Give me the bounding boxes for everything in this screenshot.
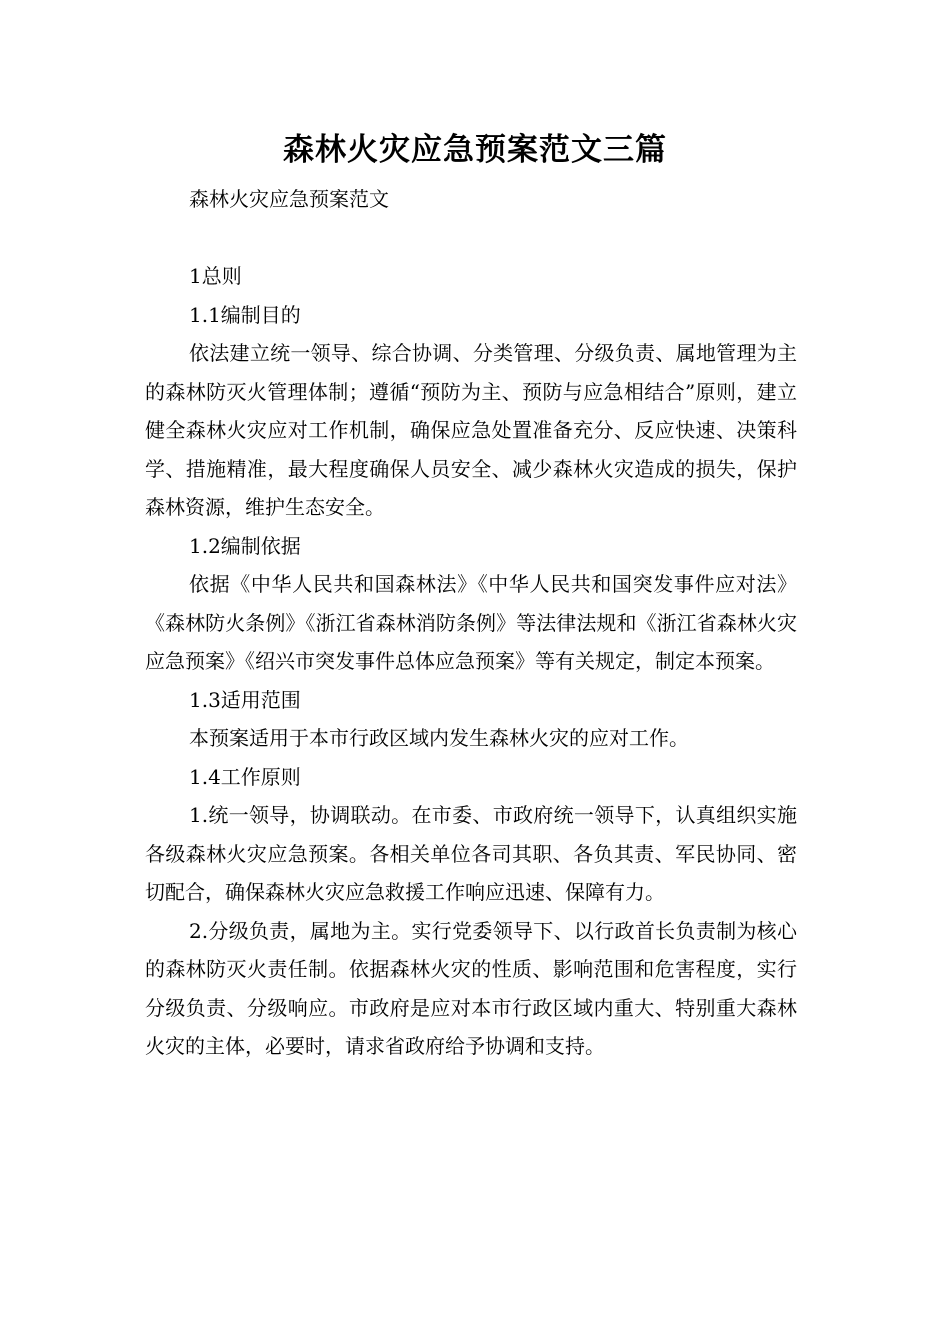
subtitle-paragraph: 森林火灾应急预案范文 bbox=[189, 187, 389, 211]
document-body bbox=[145, 180, 797, 1066]
body-paragraph: 2.分级负责，属地为主。实行党委领导下、以行政首长负责制为核心的森林防灭火责任制。依据森林火灾的性质、影响范围和危害程度，实行分级负责、分级响应。市政府是应对本市行政区域内重大、特别重大森林火灾的主体，必要时，请求省政府给予协调和支持。 bbox=[145, 918, 797, 1058]
body-paragraph: 依据《中华人民共和国森林法》《中华人民共和国突发事件应对法》《森林防火条例》《浙江省森林消防条例》等法律法规和《浙江省森林火灾应急预案》《绍兴市突发事件总体应急预案》等有关规定，制定本预案。 bbox=[145, 572, 797, 673]
body-paragraph: 1.统一领导，协调联动。在市委、市政府统一领导下，认真组织实施各级森林火灾应急预案。各相关单位各司其职、各负其责、军民协同、密切配合，确保森林火灾应急救援工作响应迅速、保障有力。 bbox=[145, 803, 797, 904]
subsection-heading: 1.4工作原则 bbox=[189, 764, 301, 789]
section-heading: 1总则 bbox=[189, 264, 242, 288]
body-paragraph: 本预案适用于本市行政区域内发生森林火灾的应对工作。 bbox=[189, 726, 689, 750]
subsection-heading: 1.2编制依据 bbox=[189, 533, 301, 558]
body-paragraph: 依法建立统一领导、综合协调、分类管理、分级负责、属地管理为主的森林防灭火管理体制；遵循“预防为主、预防与应急相结合”原则，建立健全森林火灾应对工作机制，确保应急处置准备充分、反应快速、决策科学、措施精准，最大程度确保人员安全、减少森林火灾造成的损失，保护森林资源，维护生态安全。 bbox=[145, 341, 797, 519]
document-title: 森林火灾应急预案范文三篇 bbox=[283, 132, 667, 168]
subsection-heading: 1.3适用范围 bbox=[189, 687, 301, 712]
subsection-heading: 1.1编制目的 bbox=[189, 302, 301, 327]
